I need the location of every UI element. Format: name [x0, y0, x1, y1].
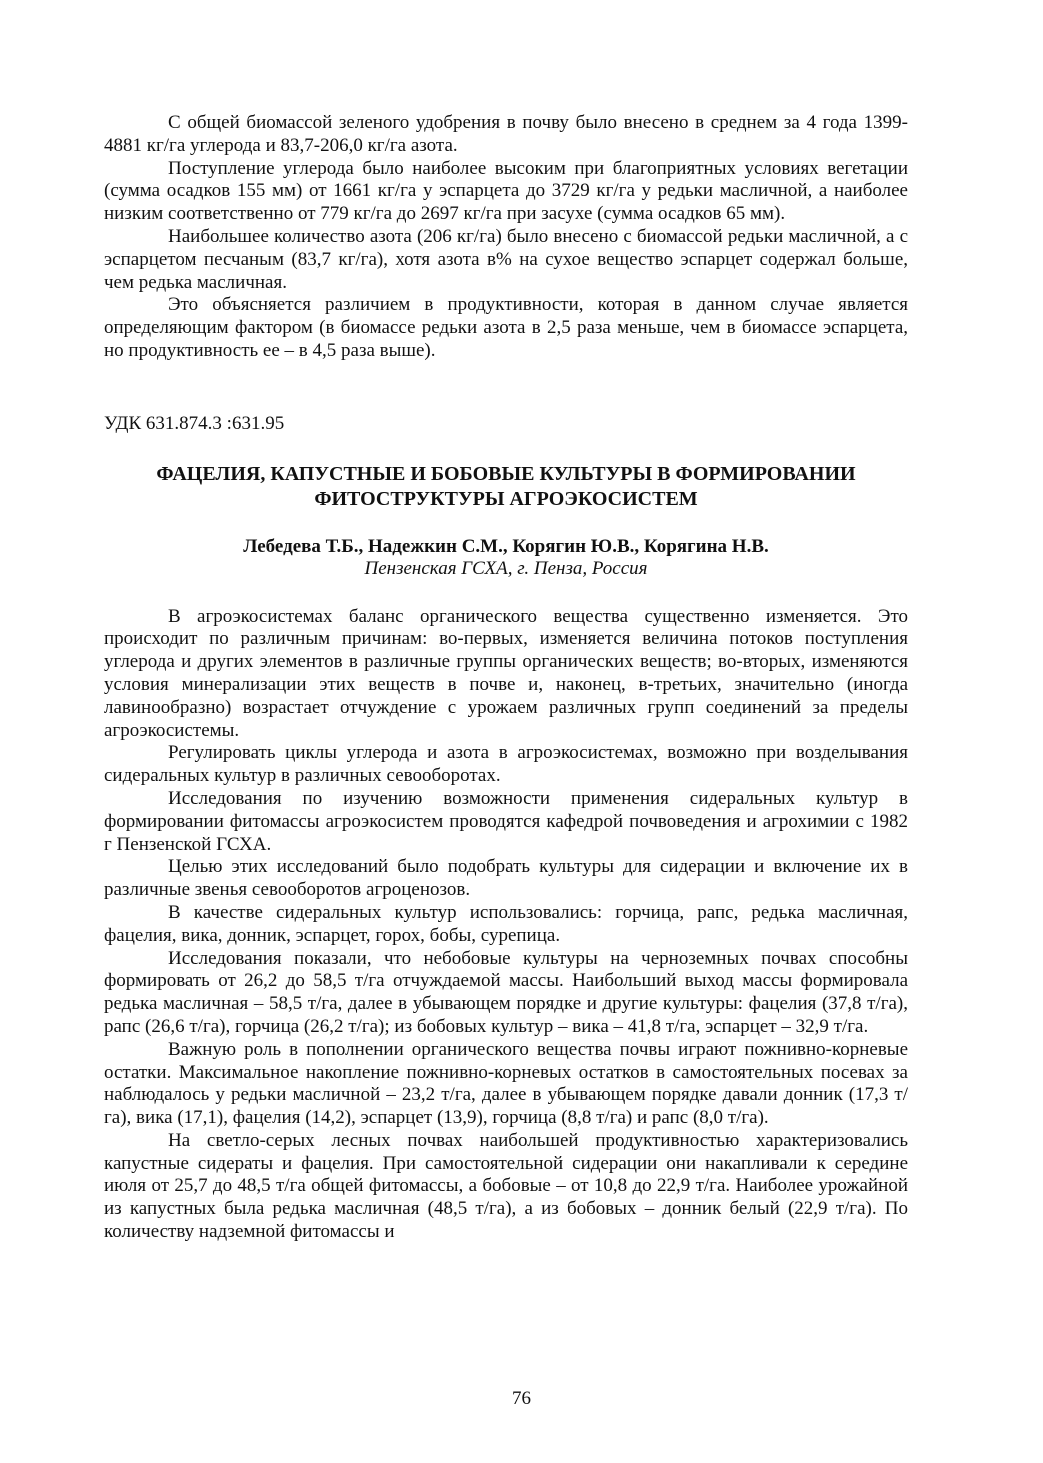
- article-affiliation: Пензенская ГСХА, г. Пенза, Россия: [364, 557, 648, 579]
- article-title: ФАЦЕЛИЯ, КАПУСТНЫЕ И БОБОВЫЕ КУЛЬТУРЫ В ФОРМИРОВАНИИ ФИТОСТРУКТУРЫ АГРОЭКОСИСТЕМ: [156, 462, 856, 510]
- paragraph: В агроэкосистемах баланс органического вещества существенно изменяется. Это происходит по различным причинам: во-первых, изменяется величина потоков поступления углерода и других элементов в различные группы органических веществ; во-вторых, изменяются условия минерализации этих веществ в почве и, наконец, в-третьих, значительно (иногда лавинообразно) возрастает отчуждение с урожаем различных групп соединений за пределы агроэкосистемы.: [104, 605, 908, 741]
- paragraph: В качестве сидеральных культур использовались: горчица, рапс, редька масличная, фацелия, вика, донник, эспарцет, горох, бобы, сурепица.: [104, 901, 908, 946]
- paragraph: С общей биомассой зеленого удобрения в почву было внесено в среднем за 4 года 1399-4881 кг/га углерода и 83,7-206,0 кг/га азота.: [104, 112, 908, 156]
- paragraph: Наибольшее количество азота (206 кг/га) было внесено с биомассой редьки масличной, а с эспарцетом песчаным (83,7 кг/га), хотя азота в% на сухое вещество эспарцет содержал больше, чем редька масличная.: [104, 225, 908, 293]
- paragraph: Регулировать циклы углерода и азота в агроэкосистемах, возможно при возделывания сидеральных культур в различных севооборотах.: [104, 742, 908, 787]
- page-body: [104, 112, 908, 1244]
- paragraph: На светло-серых лесных почвах наибольшей продуктивностью характеризовались капустные сидераты и фацелия. При самостоятельной сидерации они накапливали к середине июля от 25,7 до 48,5 т/га общей фитомассы, а бобовые – от 10,8 до 22,9 т/га. Наиболее урожайной из капустных была редька масличная (48,5 т/га), а из бобовых – донник белый (22,9 т/га). По количеству надземной фитомассы и: [104, 1129, 908, 1243]
- paragraph: Целью этих исследований было подобрать культуры для сидерации и включение их в различные звенья севооборотов агроценозов.: [104, 856, 908, 901]
- paragraph: Исследования показали, что небобовые культуры на черноземных почвах способны формировать от 26,2 до 58,5 т/га отчуждаемой массы. Наибольший выход массы формировала редька масличная – 58,5 т/га, далее в убывающем порядке и другие культуры: фацелия (37,8 т/га), рапс (26,6 т/га), горчица (26,2 т/га); из бобовых культур – вика – 41,8 т/га, эспарцет – 32,9 т/га.: [104, 947, 908, 1037]
- paragraph: Это объясняется различием в продуктивности, которая в данном случае является определяющим фактором (в биомассе редьки азота в 2,5 раза меньше, чем в биомассе эспарцета, но продуктивность ее – в 4,5 раза выше).: [104, 294, 908, 361]
- udk-code: УДК 631.874.3 :631.95: [104, 412, 285, 434]
- previous-article-section: [104, 112, 908, 363]
- paragraph: Исследования по изучению возможности применения сидеральных культур в формировании фитомассы агроэкосистем проводятся кафедрой почвоведения и агрохимии с 1982 г Пензенской ГСХА.: [104, 787, 908, 855]
- page-number: 76: [512, 1388, 531, 1409]
- article-body: [104, 606, 908, 1244]
- article-authors: Лебедева Т.Б., Надежкин С.М., Корягин Ю.В., Корягина Н.В.: [243, 535, 769, 557]
- paragraph: Важную роль в пополнении органического вещества почвы играют пожнивно-корневые остатки. Максимальное накопление пожнивно-корневых остатков в самостоятельных посевах за наблюдалось у редьки масличной – 23,2 т/га, далее в убывающем порядке давали донник (17,3 т/га), вика (17,1), фацелия (14,2), эспарцет (13,9), горчица (8,8 т/га) и рапс (8,0 т/га).: [104, 1038, 908, 1129]
- paragraph: Поступление углерода было наиболее высоким при благоприятных условиях вегетации (сумма осадков 155 мм) от 1661 кг/га у эспарцета до 3729 кг/га у редьки масличной, а наиболее низким соответственно от 779 кг/га до 2697 кг/га при засухе (сумма осадков 65 мм).: [104, 157, 908, 225]
